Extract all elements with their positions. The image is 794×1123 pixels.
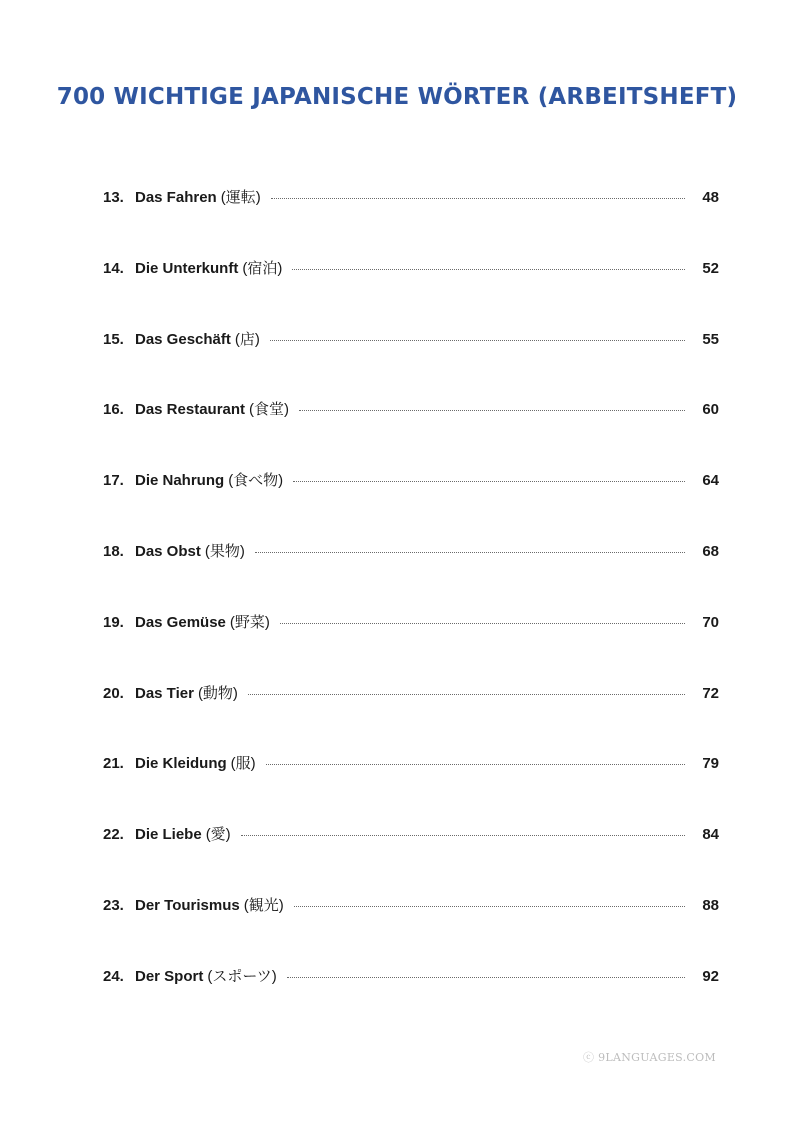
toc-entry[interactable] [103, 752, 719, 823]
toc-entry-title: Das Geschäft [135, 330, 231, 348]
toc-entry-title: Die Kleidung [135, 755, 227, 773]
toc-entry-page: 84 [702, 826, 719, 844]
toc-entry-japanese: (店) [234, 330, 260, 348]
toc-entry-number: 22. [103, 826, 124, 844]
toc-entry-page: 88 [702, 896, 719, 914]
toc-entry[interactable] [103, 398, 719, 469]
toc-entry[interactable] [103, 186, 719, 257]
toc-entry-number: 23. [103, 896, 124, 914]
toc-entry-title: Die Nahrung [135, 472, 225, 490]
dot-leader [287, 977, 685, 978]
toc-entry-japanese: (食堂) [249, 401, 290, 419]
toc-entry-japanese: (食べ物) [228, 472, 284, 490]
toc-entry[interactable] [103, 257, 719, 328]
dot-leader [271, 198, 685, 199]
toc-entry-japanese: (服) [230, 755, 256, 773]
toc-entry[interactable] [103, 823, 719, 894]
toc-entry-number: 19. [103, 613, 124, 631]
toc-entry[interactable] [103, 469, 719, 540]
toc-entry-page: 68 [702, 542, 719, 560]
toc-entry-title: Das Fahren [135, 189, 217, 206]
page-title: 700 WICHTIGE JAPANISCHE WÖRTER (ARBEITSHEFT) [56, 84, 738, 110]
dot-leader [241, 835, 685, 836]
dot-leader [294, 906, 685, 907]
toc-entry-number: 21. [103, 755, 124, 773]
toc-entry-number: 16. [103, 401, 124, 419]
toc-entry-page: 64 [702, 472, 719, 490]
toc-entry-number: 18. [103, 542, 124, 560]
toc-entry-title: Das Obst [135, 542, 201, 560]
toc-entry-japanese: (果物) [204, 542, 245, 560]
toc-entry[interactable] [103, 328, 719, 399]
toc-entry-title: Der Sport [135, 967, 204, 985]
dot-leader [292, 269, 685, 270]
toc-entry-number: 20. [103, 684, 124, 702]
toc-entry[interactable] [103, 540, 719, 611]
toc-entry-page: 48 [702, 189, 719, 206]
toc-entry-japanese: (愛) [205, 826, 231, 844]
dot-leader [266, 764, 685, 765]
toc-entry-page: 55 [702, 330, 719, 348]
toc-entry-page: 72 [702, 684, 719, 702]
toc-entry-japanese: (野菜) [229, 613, 270, 631]
toc-entry-title: Das Gemüse [135, 613, 226, 631]
toc-entry-title: Der Tourismus [135, 896, 240, 914]
toc-entry-japanese: (動物) [197, 684, 238, 702]
toc-entry[interactable] [103, 682, 719, 753]
toc-entry-title: Das Restaurant [135, 401, 246, 419]
toc-entry-page: 70 [702, 613, 719, 631]
toc-entry-japanese: (スポーツ) [207, 967, 277, 985]
dot-leader [280, 623, 685, 624]
copyright-footer: ⓒ 9LANGUAGES.COM [583, 1051, 716, 1064]
dot-leader [248, 694, 685, 695]
toc-entry-title: Die Liebe [135, 826, 202, 844]
toc-entry[interactable] [103, 894, 719, 965]
toc-entry[interactable] [103, 611, 719, 682]
toc-entry-number: 17. [103, 472, 124, 490]
dot-leader [255, 552, 685, 553]
table-of-contents [103, 186, 719, 1036]
toc-entry-title: Die Unterkunft [135, 259, 239, 277]
toc-entry-number: 15. [103, 330, 124, 348]
toc-entry-page: 52 [702, 259, 719, 277]
toc-entry-page: 79 [702, 755, 719, 773]
dot-leader [293, 481, 685, 482]
toc-entry[interactable] [103, 965, 719, 1036]
toc-entry-number: 13. [103, 189, 124, 206]
toc-entry-title: Das Tier [135, 684, 194, 702]
toc-entry-page: 92 [702, 967, 719, 985]
toc-entry-japanese: (宿泊) [242, 259, 283, 277]
dot-leader [299, 410, 685, 411]
toc-entry-number: 24. [103, 967, 124, 985]
dot-leader [270, 340, 685, 341]
toc-entry-page: 60 [702, 401, 719, 419]
toc-entry-japanese: (観光) [243, 896, 284, 914]
toc-entry-japanese: (運転) [220, 189, 261, 206]
toc-entry-number: 14. [103, 259, 124, 277]
